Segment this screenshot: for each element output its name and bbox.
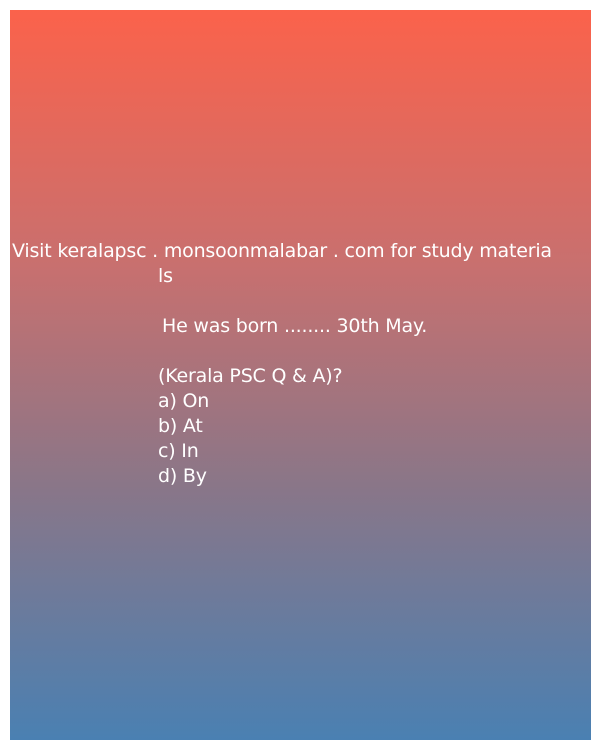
- promo-line-1: Visit keralapsc . monsoonmalabar . com for study materia: [12, 240, 552, 262]
- question-subtitle: (Kerala PSC Q & A)?: [158, 365, 343, 387]
- option-a: a) On: [158, 390, 210, 412]
- question-text: He was born ........ 30th May.: [162, 315, 428, 337]
- option-d: d) By: [158, 465, 207, 487]
- option-b: b) At: [158, 415, 203, 437]
- promo-line-2: ls: [158, 265, 173, 287]
- question-card: [10, 10, 591, 740]
- option-c: c) In: [158, 440, 199, 462]
